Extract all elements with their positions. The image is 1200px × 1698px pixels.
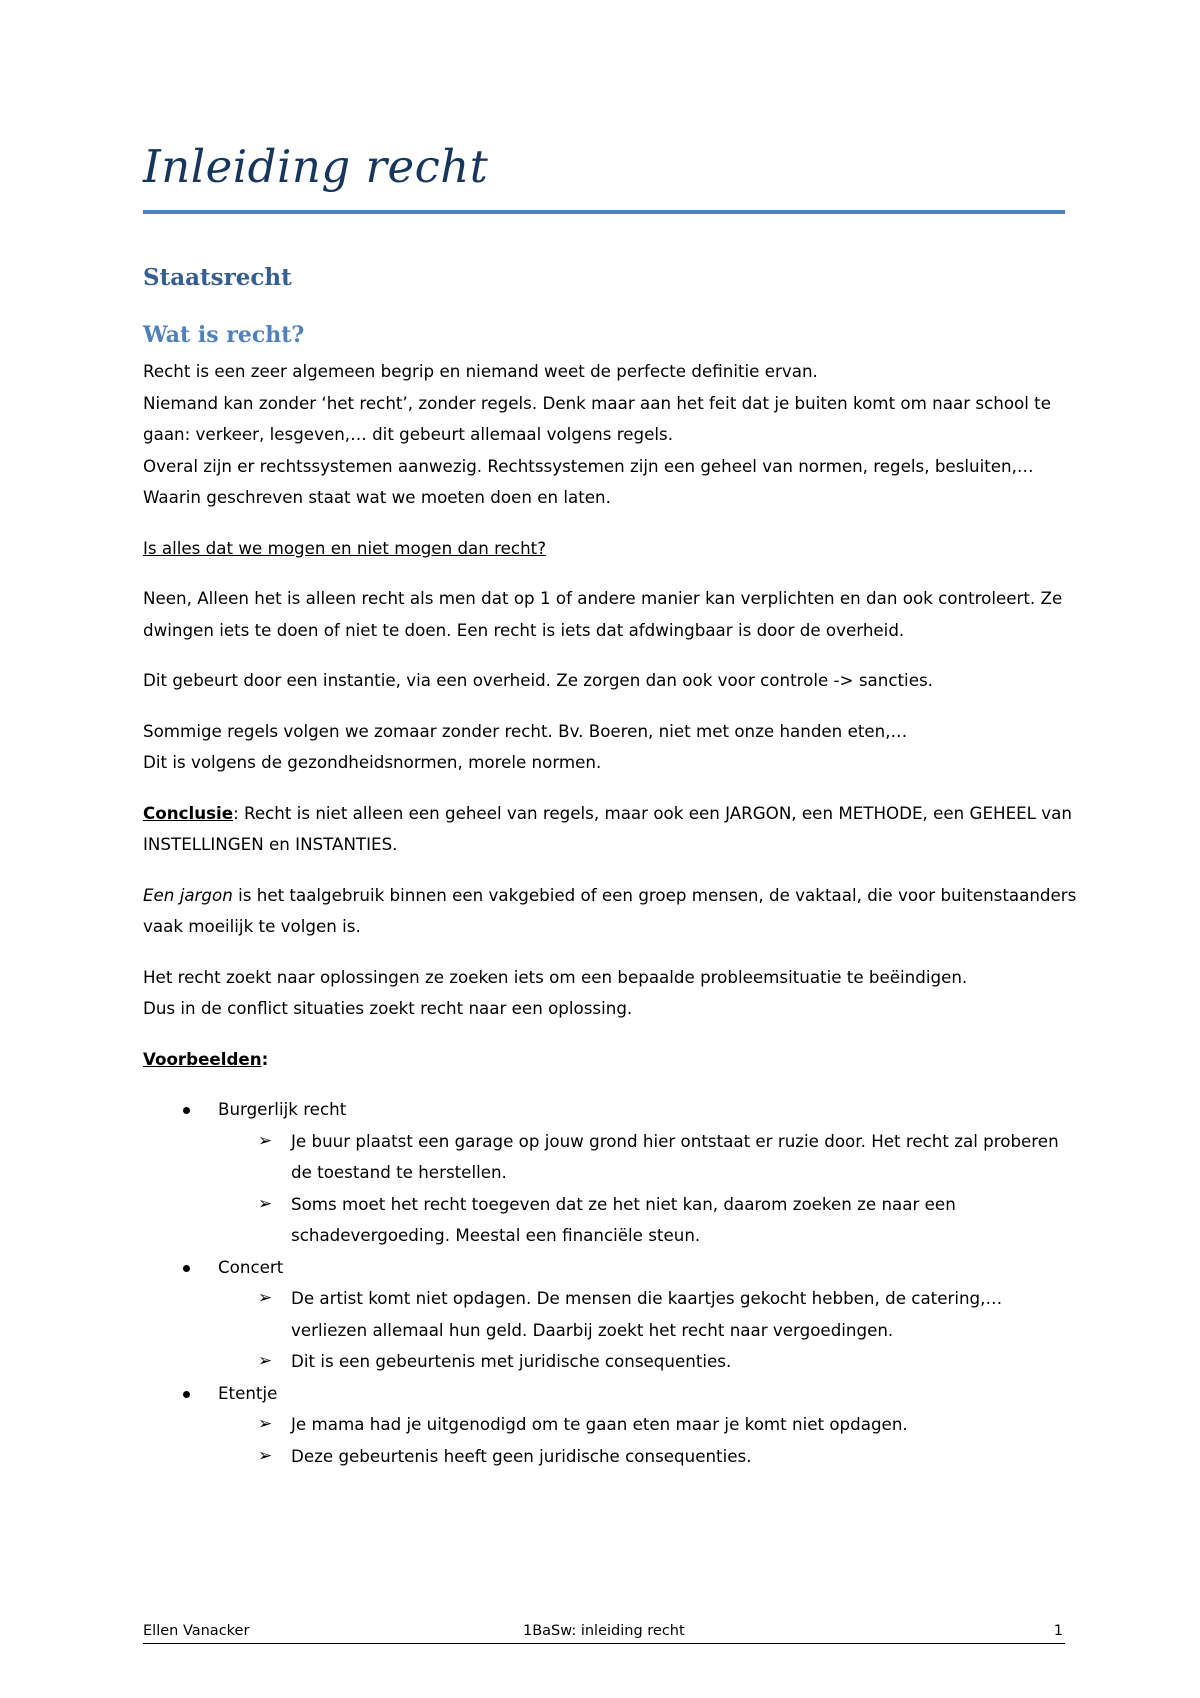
conclusion-label: Conclusie [143, 802, 234, 823]
document-body [143, 356, 1083, 1472]
example-label: Burgerlijk recht [218, 1099, 347, 1119]
bullet-icon [183, 1391, 190, 1398]
sub-list-item [218, 1441, 1083, 1473]
sub-list-item [218, 1409, 1083, 1441]
arrow-bullet-icon: ➢ [258, 1445, 273, 1466]
jargon-text: is het taalgebruik binnen een vakgebied of een groep mensen, de vaktaal, die voor buitenstaanders vaak moeilijk te volgen is. [143, 884, 1077, 936]
jargon-term: Een jargon [143, 884, 233, 905]
intro-line-2: Niemand kan zonder ‘het recht’, zonder regels. Denk maar aan het feit dat je buiten komt om naar school te gaan: verkeer, lesgeven,… dit gebeurt allemaal volgens regels. [143, 392, 1051, 444]
page-number: 1 [1053, 1623, 1063, 1639]
sub-list [218, 1126, 1083, 1252]
list-item [143, 1094, 1083, 1252]
sub-list-item [218, 1283, 1083, 1346]
answer-paragraph: Neen, Alleen het is alleen recht als men dat op 1 of andere manier kan verplichten en dan ook controleert. Ze dwingen iets te doen of niet te doen. Een recht is iets dat afdwingbaar is door de overheid. [143, 588, 1063, 640]
solution-line-1: Het recht zoekt naar oplossingen ze zoeken iets om een bepaalde probleemsituatie te beëindigen. [143, 966, 968, 987]
page-footer [143, 1623, 1065, 1644]
bullet-icon [183, 1107, 190, 1114]
instance-paragraph: Dit gebeurt door een instantie, via een overheid. Ze zorgen dan ook voor controle -> sancties. [143, 670, 933, 690]
rules-line-2: Dit is volgens de gezondheidsnormen, morele normen. [143, 752, 602, 772]
arrow-bullet-icon: ➢ [258, 1130, 273, 1151]
arrow-bullet-icon: ➢ [258, 1351, 273, 1371]
arrow-bullet-icon: ➢ [258, 1193, 273, 1214]
sub-item-text: De artist komt niet opdagen. De mensen die kaartjes gekocht hebben, de catering,… verliezen allemaal hun geld. Daarbij zoekt het recht naar vergoedingen. [291, 1288, 1003, 1340]
bullet-icon [183, 1265, 190, 1272]
examples-list [143, 1094, 1083, 1472]
examples-colon: : [261, 1048, 269, 1069]
jargon-paragraph [143, 880, 1083, 943]
title-underline [143, 210, 1065, 214]
intro-line-1: Recht is een zeer algemeen begrip en niemand weet de perfecte definitie ervan. [143, 361, 818, 381]
document-title: Inleiding recht [143, 140, 489, 193]
sub-list-item [218, 1126, 1083, 1189]
solution-line-2: Dus in de conflict situaties zoekt recht naar een oplossing. [143, 998, 633, 1018]
example-label: Concert [218, 1256, 284, 1277]
sub-item-text: Dit is een gebeurtenis met juridische consequenties. [291, 1351, 732, 1371]
rules-line-1: Sommige regels volgen we zomaar zonder recht. Bv. Boeren, niet met onze handen eten,… [143, 720, 908, 741]
sub-item-text: Je mama had je uitgenodigd om te gaan eten maar je komt niet opdagen. [291, 1414, 908, 1434]
section-heading: Staatsrecht [143, 264, 292, 291]
intro-line-3: Overal zijn er rechtssystemen aanwezig. Rechtssystemen zijn een geheel van normen, regels, besluiten,… Waarin geschreven staat wat we moeten doen en laten. [143, 455, 1034, 507]
sub-item-text: Soms moet het recht toegeven dat ze het niet kan, daarom zoeken ze naar een schadevergoeding. Meestal een financiële steun. [291, 1193, 956, 1245]
conclusion-paragraph [143, 798, 1083, 861]
list-item [143, 1378, 1083, 1473]
arrow-bullet-icon: ➢ [258, 1288, 273, 1308]
sub-list-item [218, 1346, 1083, 1378]
sub-list [218, 1409, 1083, 1472]
example-label: Etentje [218, 1382, 278, 1403]
conclusion-text: : Recht is niet alleen een geheel van regels, maar ook een JARGON, een METHODE, een GEHEEL van INSTELLINGEN en INSTANTIES. [143, 802, 1072, 854]
examples-heading [143, 1044, 1083, 1076]
subsection-heading: Wat is recht? [143, 322, 305, 348]
examples-label: Voorbeelden [143, 1048, 262, 1069]
footer-course: 1BaSw: inleiding recht [523, 1623, 685, 1639]
sub-list-item [218, 1189, 1083, 1252]
sub-item-text: Deze gebeurtenis heeft geen juridische consequenties. [291, 1445, 752, 1466]
arrow-bullet-icon: ➢ [258, 1414, 273, 1434]
list-item [143, 1252, 1083, 1378]
sub-item-text: Je buur plaatst een garage op jouw grond hier ontstaat er ruzie door. Het recht zal proberen de toestand te herstellen. [291, 1130, 1059, 1182]
footer-author: Ellen Vanacker [143, 1623, 250, 1639]
sub-list [218, 1283, 1083, 1378]
question-line: Is alles dat we mogen en niet mogen dan recht? [143, 537, 547, 558]
